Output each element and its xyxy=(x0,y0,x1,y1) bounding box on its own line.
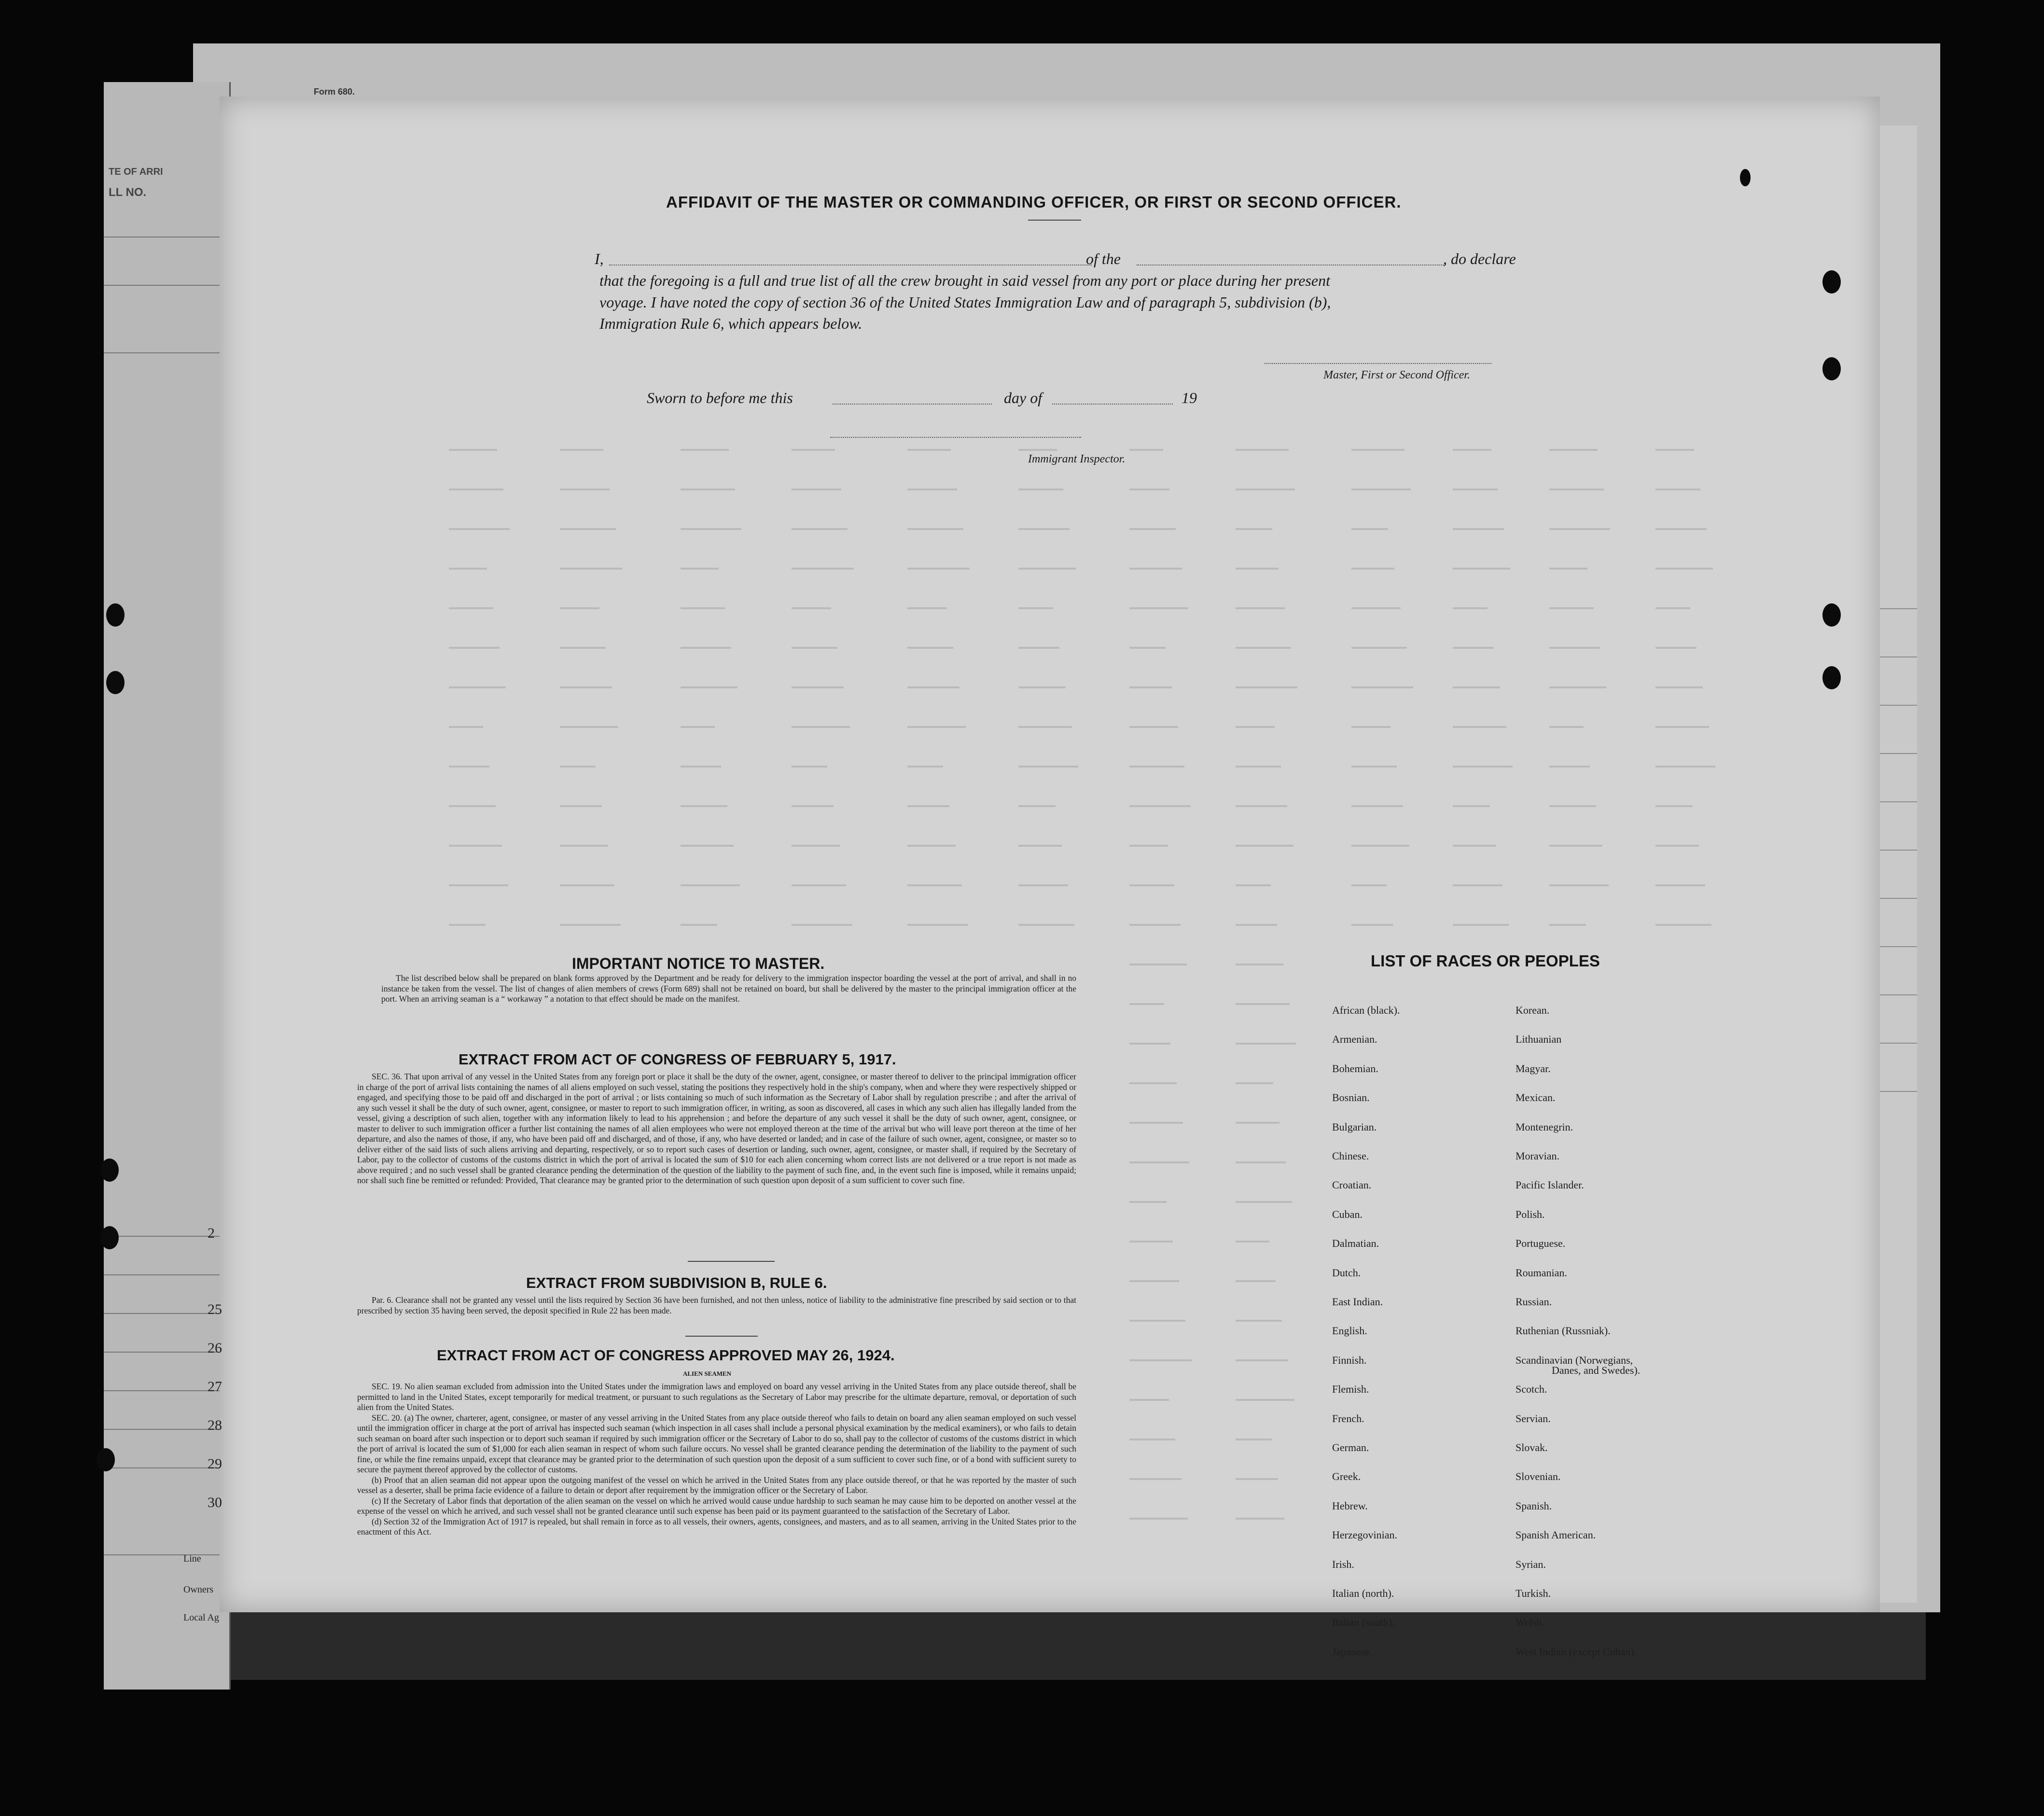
bleed-through-mark xyxy=(1236,1122,1279,1124)
bleed-through-mark xyxy=(560,568,622,570)
race-item: Polish. xyxy=(1516,1208,1545,1220)
bleed-through-mark xyxy=(560,845,608,847)
bleed-through-mark xyxy=(1453,805,1490,807)
bleed-through-mark xyxy=(1129,1478,1182,1480)
bleed-through-mark xyxy=(792,884,846,886)
notice-title: IMPORTANT NOTICE TO MASTER. xyxy=(572,955,825,972)
bleed-through-mark xyxy=(1018,607,1053,609)
bleed-through-mark xyxy=(449,568,487,570)
bleed-through-mark xyxy=(907,449,951,451)
bleed-through-mark xyxy=(1236,647,1291,649)
race-item: Herzegovinian. xyxy=(1332,1529,1397,1541)
race-item: Armenian. xyxy=(1332,1033,1377,1046)
bleed-through-mark xyxy=(1018,686,1066,688)
extract-1917-text xyxy=(357,1072,1076,1186)
bleed-through-mark xyxy=(1549,528,1610,530)
bleed-through-mark xyxy=(792,845,840,847)
bleed-through-mark xyxy=(449,449,497,451)
bleed-through-mark xyxy=(1453,924,1509,926)
bleed-through-mark xyxy=(1129,1280,1179,1282)
bleed-through-mark xyxy=(1129,1439,1175,1440)
bleed-through-mark xyxy=(1129,1122,1183,1124)
bleed-through-mark xyxy=(907,489,957,490)
strip-line-number: 30 xyxy=(208,1495,222,1510)
bleed-through-mark xyxy=(1129,766,1184,768)
bleed-through-mark xyxy=(1129,528,1176,530)
punch-hole xyxy=(1822,270,1841,293)
bleed-through-mark xyxy=(449,845,502,847)
race-item: Dutch. xyxy=(1332,1266,1361,1279)
bleed-through-mark xyxy=(1351,845,1409,847)
bleed-through-mark xyxy=(449,489,503,490)
bleed-through-mark xyxy=(681,845,734,847)
bleed-through-mark xyxy=(1236,964,1283,965)
race-item: Chinese. xyxy=(1332,1150,1369,1162)
bleed-through-mark xyxy=(1453,845,1496,847)
bleed-through-mark xyxy=(1236,686,1297,688)
bleed-through-mark xyxy=(1018,766,1078,768)
race-item: Italian (south). xyxy=(1332,1616,1395,1629)
race-item: Bosnian. xyxy=(1332,1091,1370,1104)
extract-rule6-paragraph: Par. 6. Clearance shall not be granted any vessel until the lists required by Section 36 have been furnished, and not then unless, notice of liability to the administrative fine prescribed by said section or to that prescribed by section 35 having been served, the deposit specified in Rule 22 has been made. xyxy=(357,1295,1076,1315)
race-item: East Indian. xyxy=(1332,1296,1383,1308)
bleed-through-mark xyxy=(1236,845,1293,847)
bleed-through-mark xyxy=(681,766,721,768)
race-item: Moravian. xyxy=(1516,1150,1560,1162)
bleed-through-mark xyxy=(1655,647,1696,649)
bleed-through-mark xyxy=(681,568,719,570)
inspector-signature-blank xyxy=(830,437,1081,438)
race-item: Irish. xyxy=(1332,1558,1354,1570)
bleed-through-mark xyxy=(1655,607,1690,609)
section-rule xyxy=(685,1336,758,1337)
bleed-through-mark xyxy=(1549,845,1602,847)
bleed-through-mark xyxy=(1129,1161,1189,1163)
race-item: Dalmatian. xyxy=(1332,1237,1379,1250)
bleed-through-mark xyxy=(792,489,841,490)
bleed-through-mark xyxy=(1236,568,1279,570)
bleed-through-mark xyxy=(1129,1241,1173,1243)
race-item: Servian. xyxy=(1516,1412,1551,1425)
bleed-through-mark xyxy=(1655,766,1715,768)
extract-1924-paragraph: SEC. 19. No alien seaman excluded from admission into the United States under the immigration laws and employed on board any vessel arriving in the United States from any place outside thereof, shall be permitted to land in the United States, except temporarily for medical treatment, or pursuant to such regulations as the Secretary of Labor may prescribe for the ultimate departure, removal, or deportation of such alien from the United States. xyxy=(357,1382,1076,1412)
bleed-through-mark xyxy=(1549,568,1587,570)
bleed-through-mark xyxy=(1549,726,1584,728)
extract-1917-title: EXTRACT FROM ACT OF CONGRESS OF FEBRUARY 5, 1917. xyxy=(459,1051,896,1068)
race-item: Welsh. xyxy=(1516,1616,1544,1629)
bleed-through-mark xyxy=(1655,884,1705,886)
bleed-through-mark xyxy=(1549,884,1609,886)
bleed-through-mark xyxy=(1129,449,1163,451)
bleed-through-mark xyxy=(1129,647,1166,649)
race-item: Greek. xyxy=(1332,1470,1361,1483)
bleed-through-mark xyxy=(1351,568,1394,570)
race-item: Pacific Islander. xyxy=(1516,1179,1584,1191)
declare-end: , do declare xyxy=(1443,250,1516,267)
bleed-through-mark xyxy=(1236,884,1271,886)
bleed-through-mark xyxy=(449,805,496,807)
bleed-through-mark xyxy=(792,647,837,649)
bleed-through-mark xyxy=(1236,805,1287,807)
bleed-through-mark xyxy=(449,766,489,768)
extract-rule6-title: EXTRACT FROM SUBDIVISION B, RULE 6. xyxy=(526,1274,827,1291)
bleed-through-mark xyxy=(449,686,506,688)
bleed-through-mark xyxy=(1453,647,1494,649)
sworn-day-of: day of xyxy=(1004,389,1043,406)
bleed-through-mark xyxy=(560,766,596,768)
bleed-through-mark xyxy=(1655,805,1693,807)
bleed-through-mark xyxy=(1236,726,1275,728)
bleed-through-mark xyxy=(907,924,968,926)
bleed-through-mark xyxy=(792,607,831,609)
bleed-through-mark xyxy=(1018,845,1062,847)
bleed-through-mark xyxy=(1549,766,1590,768)
bleed-through-mark xyxy=(907,845,956,847)
extract-1924-paragraph: SEC. 20. (a) The owner, charterer, agent, consignee, or master of any vessel arriving in the United States from any place outside thereof who fails to detain on board any alien seaman employed on such vessel until the immigration officer in charge at the port of arrival has inspected such seaman (which inspection in all cases shall include a personal physical examination by the medical examiners), or who fails to detain such seaman on board after such inspection or to deport such seaman if required by such immigration officer or the Secretary of Labor to do so, shall pay to the collector of customs of the customs district in which the port of arrival is located the sum of $1,000 for each alien seaman in respect of whom such failure occurs. No vessel shall be granted clearance pending the determination of the liability to the payment of such fine, or while the fine remains unpaid, except that clearance may be granted prior to the determination of such question upon the deposit of a sum sufficient to cover such fine, or of a bond with sufficient surety to secure the payment thereof approved by the collector of customs. xyxy=(357,1412,1076,1474)
race-item: Italian (north). xyxy=(1332,1587,1394,1599)
bleed-through-mark xyxy=(1549,489,1604,490)
bleed-through-mark xyxy=(1549,924,1586,926)
title-rule xyxy=(1028,220,1081,221)
bleed-through-mark xyxy=(1129,489,1169,490)
strip-line-number: 28 xyxy=(208,1417,222,1433)
declaration-line-2: that the foregoing is a full and true list of all the crew brought in said vessel from any port or place during her present xyxy=(599,272,1330,289)
punch-hole xyxy=(97,1448,115,1471)
bleed-through-mark xyxy=(1129,607,1188,609)
bleed-through-mark xyxy=(1129,884,1174,886)
bleed-through-mark xyxy=(1236,1201,1292,1203)
bleed-through-mark xyxy=(681,686,737,688)
bleed-through-mark xyxy=(1655,924,1711,926)
affidavit-title: AFFIDAVIT OF THE MASTER OR COMMANDING OFFICER, OR FIRST OR SECOND OFFICER. xyxy=(666,193,1402,211)
bleed-through-mark xyxy=(907,726,966,728)
bleed-through-mark xyxy=(907,766,943,768)
extract-1924-title: EXTRACT FROM ACT OF CONGRESS APPROVED MAY 26, 1924. xyxy=(437,1347,895,1364)
race-item: Ruthenian (Russniak). xyxy=(1516,1325,1611,1337)
bleed-through-mark xyxy=(1453,568,1510,570)
bleed-through-mark xyxy=(1236,1280,1276,1282)
bleed-through-mark xyxy=(681,805,727,807)
bleed-through-mark xyxy=(1549,805,1596,807)
race-item: Cuban. xyxy=(1332,1208,1363,1220)
race-item: African (black). xyxy=(1332,1004,1400,1016)
bleed-through-mark xyxy=(560,805,602,807)
race-item: Japanese. xyxy=(1332,1645,1373,1658)
punch-hole xyxy=(1740,169,1751,186)
bleed-through-mark xyxy=(792,766,827,768)
declaration-line-4: Immigration Rule 6, which appears below. xyxy=(599,315,862,332)
race-item: English. xyxy=(1332,1325,1367,1337)
notice-text xyxy=(381,973,1076,1005)
bleed-through-mark xyxy=(1236,1359,1288,1361)
bleed-through-mark xyxy=(681,607,725,609)
strip-line-number: 29 xyxy=(208,1456,222,1472)
bleed-through-mark xyxy=(1129,1003,1164,1005)
bleed-through-mark xyxy=(1351,686,1413,688)
bleed-through-mark xyxy=(1453,726,1506,728)
bleed-through-mark xyxy=(1655,568,1713,570)
bleed-through-mark xyxy=(1236,449,1289,451)
race-item: Flemish. xyxy=(1332,1383,1369,1396)
bleed-through-mark xyxy=(1236,1399,1294,1401)
strip-line-number: 27 xyxy=(208,1379,222,1395)
punch-hole xyxy=(1822,666,1841,689)
extract-1924-paragraph: (c) If the Secretary of Labor finds that deportation of the alien seaman on the vessel on which he arrived would cause undue hardship to such seaman he may cause him to be deported on another vessel at the expense of the vessel on which he arrived, and such vessel shall not be granted clearance until such expense has been paid or its payment guaranteed to the satisfaction of the Secretary of Labor. xyxy=(357,1495,1076,1516)
race-item: Spanish. xyxy=(1516,1499,1552,1512)
bleed-through-mark xyxy=(907,568,970,570)
bleed-through-mark xyxy=(792,449,835,451)
races-title: LIST OF RACES OR PEOPLES xyxy=(1371,952,1600,970)
race-item: Slovak. xyxy=(1516,1441,1548,1453)
bleed-through-mark xyxy=(681,726,715,728)
race-item: Korean. xyxy=(1516,1004,1550,1016)
bleed-through-mark xyxy=(449,884,508,886)
extract-1924-subtitle: ALIEN SEAMEN xyxy=(683,1370,732,1377)
bleed-through-mark xyxy=(1018,528,1070,530)
race-item: Lithuanian xyxy=(1516,1033,1562,1046)
bleed-through-mark xyxy=(1549,686,1606,688)
bleed-through-mark xyxy=(1351,805,1403,807)
bleed-through-mark xyxy=(1236,1043,1296,1045)
bleed-through-mark xyxy=(907,528,963,530)
race-item: Portuguese. xyxy=(1516,1237,1566,1250)
race-item: Magyar. xyxy=(1516,1062,1551,1075)
bleed-through-mark xyxy=(1655,489,1700,490)
extract-1917-paragraph: SEC. 36. That upon arrival of any vessel in the United States from any foreign port or place it shall be the duty of the owner, agent, consignee, or master thereof to deliver to the principal immigration officer in charge of the port of arrival lists containing the names of all aliens employed on such vessel, stating the positions they respectively hold in the ship's company, when and where they were respectively shipped or engaged, and specifying those to be paid off and discharged in the port of arrival ; or lists containing so much of such information as the Secretary of Labor shall by regulation prescribe ; and after the arrival of any such vessel it shall be the duty of such owner, agent, consignee, or master to report to such immigration officer, in writing, as soon as discovered, all cases in which any such alien has illegally landed from the vessel, giving a description of such alien, together with any information likely to lead to his apprehension ; and before the departure of any such vessel it shall be the duty of such owner, agent, consignee, or master to deliver to such immigration officer a further list containing the names of all alien employees who were not employed thereon at the time of the arrival but who will leave port thereon at the time of her departure, and also the names of those, if any, who have been paid off and discharged, and of those, if any, who have deserted or landed; and in case of the failure of such owner, agent, consignee, or master so to deliver either of the said lists of such aliens arriving and departing, respectively, or so to report such cases of desertion or landing, such owner, agent, consignee, or master shall, if required by the Secretary of Labor, pay to the collector of customs of the customs district in which the port of arrival is located the sum of $10 for each alien concerning whom correct lists are not delivered or a true report is not made as above required ; and no such vessel shall be granted clearance pending the determination of the question of the liability to the payment of such fine, and, in the event such fine is imposed, while it remains unpaid; nor shall such fine be remitted or refunded: Provided, That clearance may be granted prior to the determination of such question upon deposit of a sum sufficient to cover such fine. xyxy=(357,1072,1076,1185)
bleed-through-mark xyxy=(1549,647,1600,649)
bleed-through-mark xyxy=(1453,449,1491,451)
race-item: Turkish. xyxy=(1516,1587,1551,1599)
race-item: Bohemian. xyxy=(1332,1062,1378,1075)
bleed-through-mark xyxy=(1236,766,1281,768)
bleed-through-mark xyxy=(449,726,483,728)
bleed-through-mark xyxy=(792,924,852,926)
bleed-through-mark xyxy=(792,528,848,530)
bleed-through-mark xyxy=(1129,726,1178,728)
strip-footer-label: Owners xyxy=(183,1584,214,1595)
bleed-through-mark xyxy=(1018,924,1074,926)
bleed-through-mark xyxy=(1129,924,1181,926)
bleed-through-mark xyxy=(1236,1439,1272,1440)
bleed-through-mark xyxy=(1351,449,1404,451)
bleed-through-mark xyxy=(1129,1518,1188,1520)
race-continuation: Danes, and Swedes). xyxy=(1552,1364,1641,1376)
bleed-through-mark xyxy=(1129,1399,1169,1401)
form-number: Form 680. xyxy=(314,87,355,97)
race-item: Spanish American. xyxy=(1516,1529,1596,1541)
bleed-through-mark xyxy=(1018,568,1076,570)
bleed-through-mark xyxy=(1655,528,1707,530)
extract-1924-paragraph: (b) Proof that an alien seaman did not appear upon the outgoing manifest of the vessel on which he arrived in the United States from any place outside thereof, or that he was reported by the master of such vessel as a deserter, shall be prima facie evidence of a failure to detain or deport after requirement by the immigration officer or the Secretary of Labor. xyxy=(357,1475,1076,1495)
race-item: Croatian. xyxy=(1332,1179,1372,1191)
bleed-through-mark xyxy=(1236,1478,1278,1480)
master-signature-blank xyxy=(1265,363,1491,364)
strip-footer-label: Line xyxy=(183,1553,201,1564)
bleed-through-mark xyxy=(449,607,493,609)
declare-i: I, xyxy=(595,250,604,267)
bleed-through-mark xyxy=(560,726,618,728)
race-item: West Indian (except Cuban). xyxy=(1516,1645,1637,1658)
master-signature-label: Master, First or Second Officer. xyxy=(1323,369,1470,381)
bleed-through-mark xyxy=(907,805,949,807)
bleed-through-mark xyxy=(1453,766,1513,768)
bleed-through-mark xyxy=(681,449,729,451)
bleed-through-mark xyxy=(1236,924,1277,926)
bleed-through-mark xyxy=(792,686,844,688)
extract-rule6-text xyxy=(357,1295,1076,1316)
bleed-through-mark xyxy=(1236,1320,1282,1322)
bleed-through-mark xyxy=(1129,805,1191,807)
punch-hole xyxy=(100,1226,119,1249)
bleed-through-mark xyxy=(1453,528,1504,530)
race-item: Scandinavian (Norwegians, xyxy=(1516,1354,1633,1366)
bleed-through-mark xyxy=(1129,845,1168,847)
strip-footer-label: Local Ag xyxy=(183,1612,219,1623)
bleed-through-mark xyxy=(907,884,962,886)
bleed-through-mark xyxy=(907,647,953,649)
bleed-through-mark xyxy=(560,528,616,530)
strip-line-number: 26 xyxy=(208,1340,222,1356)
inspector-label: Immigrant Inspector. xyxy=(1028,453,1126,465)
bleed-through-mark xyxy=(1236,489,1295,490)
strip-line-number: 25 xyxy=(208,1301,222,1317)
notice-paragraph: The list described below shall be prepared on blank forms approved by the Department and be ready for delivery to the immigration inspector boarding the vessel at the port of arrival, and shall in no instance be taken from the vessel. The list of changes of alien members of crews (Form 689) shall not be retained on board, but shall be delivered by the master to the principal immigration officer at the port. When an arriving seaman is a “ workaway ” a notation to that effect should be made on the manifest. xyxy=(381,973,1076,1004)
bleed-through-mark xyxy=(1018,884,1068,886)
bleed-through-mark xyxy=(681,924,717,926)
bleed-through-mark xyxy=(792,726,850,728)
bleed-through-mark xyxy=(1236,1082,1273,1084)
bleed-through-mark xyxy=(1351,489,1411,490)
race-item: Mexican. xyxy=(1516,1091,1556,1104)
race-item: Hebrew. xyxy=(1332,1499,1368,1512)
strip-header: TE OF ARRI xyxy=(109,167,163,177)
extract-1924-text xyxy=(357,1382,1076,1537)
bleed-through-mark xyxy=(1549,449,1598,451)
bleed-through-mark xyxy=(1236,1518,1284,1520)
bleed-through-mark xyxy=(1351,884,1387,886)
bleed-through-mark xyxy=(1129,1043,1170,1045)
bleed-through-mark xyxy=(1236,528,1272,530)
bleed-through-mark xyxy=(1351,766,1397,768)
bleed-through-mark xyxy=(560,449,603,451)
bleed-through-mark xyxy=(681,647,731,649)
bleed-through-mark xyxy=(1655,449,1694,451)
declare-of-the: of the xyxy=(1086,250,1121,267)
sworn-month-blank xyxy=(1052,404,1173,405)
bleed-through-mark xyxy=(1018,726,1072,728)
bleed-through-mark xyxy=(1129,686,1172,688)
bleed-through-mark xyxy=(1351,726,1390,728)
bleed-through-mark xyxy=(1655,726,1709,728)
bleed-through-mark xyxy=(560,924,621,926)
bleed-through-mark xyxy=(1351,647,1407,649)
bleed-through-mark xyxy=(1129,1201,1167,1203)
bleed-through-mark xyxy=(792,805,834,807)
bleed-through-mark xyxy=(907,607,947,609)
bleed-through-mark xyxy=(1453,489,1498,490)
bleed-through-mark xyxy=(560,686,612,688)
bleed-through-mark xyxy=(1453,686,1500,688)
sworn-day-blank xyxy=(833,404,992,405)
sworn-label: Sworn to before me this xyxy=(647,389,793,406)
race-item: Russian. xyxy=(1516,1296,1552,1308)
bleed-through-mark xyxy=(560,489,610,490)
bleed-through-mark xyxy=(1236,1161,1286,1163)
bleed-through-mark xyxy=(681,884,740,886)
race-item: French. xyxy=(1332,1412,1364,1425)
bleed-through-mark xyxy=(1453,884,1502,886)
bleed-through-mark xyxy=(1351,924,1393,926)
bleed-through-mark xyxy=(1129,568,1182,570)
bleed-through-mark xyxy=(1351,607,1401,609)
bleed-through-mark xyxy=(1236,607,1285,609)
bleed-through-mark xyxy=(1655,686,1703,688)
bleed-through-mark xyxy=(1549,607,1594,609)
bleed-through-mark xyxy=(1018,647,1059,649)
bleed-through-mark xyxy=(1655,845,1699,847)
bleed-through-mark xyxy=(1018,489,1063,490)
bleed-through-mark xyxy=(449,528,510,530)
left-manifest-strip xyxy=(104,82,231,1690)
bleed-through-mark xyxy=(907,686,959,688)
bleed-through-mark xyxy=(1129,1082,1177,1084)
race-item: Finnish. xyxy=(1332,1354,1367,1366)
bleed-through-mark xyxy=(560,647,606,649)
punch-hole xyxy=(100,1159,119,1182)
bleed-through-mark xyxy=(1129,964,1187,965)
strip-header-number: LL NO. xyxy=(109,186,147,199)
race-item: Bulgarian. xyxy=(1332,1120,1377,1133)
bleed-through-mark xyxy=(560,607,599,609)
bleed-through-mark xyxy=(1453,607,1488,609)
punch-hole xyxy=(1822,603,1841,627)
bleed-through-mark xyxy=(1351,528,1388,530)
bleed-through-mark xyxy=(1236,1241,1269,1243)
bleed-through-mark xyxy=(1018,449,1057,451)
race-item: Slovenian. xyxy=(1516,1470,1561,1483)
punch-hole xyxy=(106,671,125,694)
bleed-through-mark xyxy=(560,884,614,886)
race-item: Roumanian. xyxy=(1516,1266,1567,1279)
bleed-through-mark xyxy=(1129,1359,1192,1361)
race-item: Scotch. xyxy=(1516,1383,1547,1396)
bleed-through-mark xyxy=(449,647,500,649)
bleed-through-mark xyxy=(792,568,854,570)
punch-hole xyxy=(106,603,125,627)
punch-hole xyxy=(1822,357,1841,380)
section-rule xyxy=(688,1261,775,1262)
strip-line-number: 2 xyxy=(208,1225,215,1241)
bleed-through-mark xyxy=(681,528,741,530)
bleed-through-mark xyxy=(1018,805,1056,807)
bleed-through-mark xyxy=(681,489,735,490)
race-item: Montenegrin. xyxy=(1516,1120,1573,1133)
race-item: German. xyxy=(1332,1441,1369,1453)
bleed-through-mark xyxy=(449,924,486,926)
declaration-line-3: voyage. I have noted the copy of section 36 of the United States Immigration Law and of paragraph 5, subdivision (b), xyxy=(599,293,1331,311)
bleed-through-mark xyxy=(1236,1003,1290,1005)
sworn-year: 19 xyxy=(1182,389,1197,406)
race-item: Syrian. xyxy=(1516,1558,1546,1570)
extract-1924-paragraph: (d) Section 32 of the Immigration Act of 1917 is repealed, but shall remain in force as to all vessels, their owners, agents, consignees, and masters, and as to all seamen, arriving in the United States prior to the enactment of this Act. xyxy=(357,1516,1076,1537)
bleed-through-mark xyxy=(1129,1320,1185,1322)
